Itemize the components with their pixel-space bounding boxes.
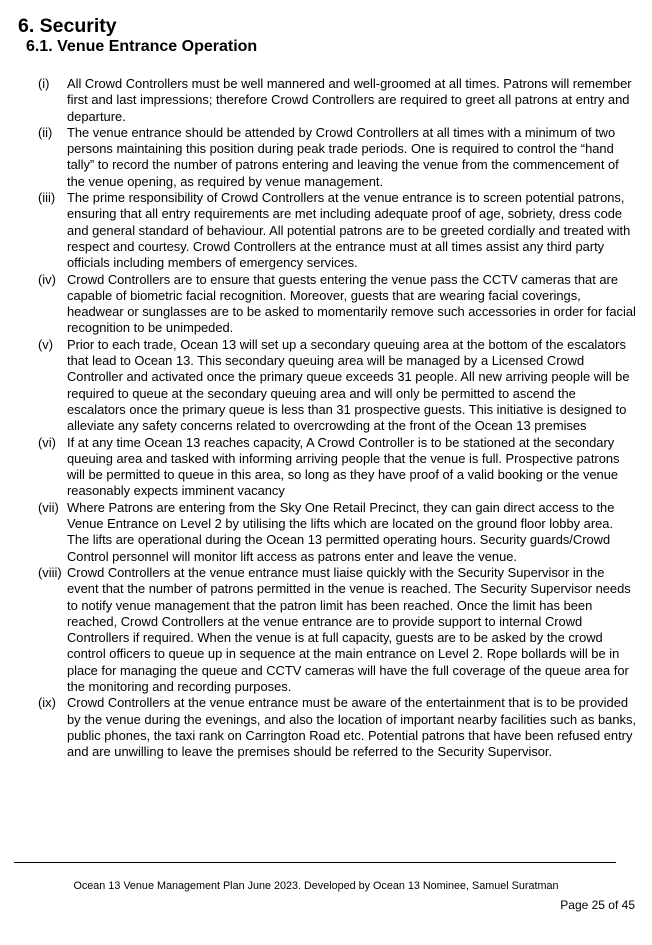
subsection-title: 6.1. Venue Entrance Operation: [26, 38, 258, 55]
footer-text: Ocean 13 Venue Management Plan June 2023. Developed by Ocean 13 Nominee, Samuel Suratman: [73, 880, 559, 892]
list-item-iv: [38, 272, 638, 337]
list-item-number: (ii): [38, 124, 53, 140]
list-item-text: The venue entrance should be attended by Crowd Controllers at all times with a minimum of two persons maintaining this position during peak trade periods. One is required to control the “hand tally” to record the number of patrons entering and leaving the venue from the commencement of the venue opening, as required by venue management.: [67, 124, 619, 189]
list-item-number: (ix): [38, 695, 56, 711]
list-item-number: (iii): [38, 190, 56, 206]
section-title: 6. Security: [18, 15, 117, 37]
footer-divider: [14, 862, 616, 863]
list-item-number: (vi): [38, 434, 56, 450]
list-item-text: Crowd Controllers are to ensure that guests entering the venue pass the CCTV cameras that are capable of biometric facial recognition. Moreover, guests that are wearing facial coverings, headwear or sunglasses are to be asked to momentarily remove such accessories in order for facial recognition to be unimpeded.: [67, 271, 636, 336]
list-item-iii: [38, 190, 638, 271]
list-item-number: (vii): [38, 499, 59, 515]
page-number: Page 25 of 45: [560, 898, 635, 912]
list-item-number: (iv): [38, 271, 56, 287]
list-item-viii: [38, 565, 638, 695]
list-item-text: If at any time Ocean 13 reaches capacity, A Crowd Controller is to be stationed at the secondary queuing area and tasked with informing arriving people that the venue is full. Prospective patrons will be permitted to queue in this area, so long as they have proof of a valid booking or the venue reasonably expects imminent vacancy: [67, 434, 620, 499]
requirements-list: [38, 76, 638, 760]
list-item-text: Where Patrons are entering from the Sky One Retail Precinct, they can gain direct access to the Venue Entrance on Level 2 by utilising the lifts which are located on the ground floor lobby area. The lifts are operational during the Ocean 13 permitted operating hours. Security guards/Crowd Control personnel will monitor lift access as patrons enter and leave the venue.: [67, 499, 615, 564]
list-item-text: Crowd Controllers at the venue entrance must liaise quickly with the Security Supervisor in the event that the number of patrons permitted in the venue is reached. The Security Supervisor needs to notify venue management that the patron limit has been reached. Once the limit has been reached, Crowd Controllers at the venue entrance are to provide support to internal Crowd Controllers if required. When the venue is at full capacity, guests are to be asked by the crowd control officers to queue up in sequence at the main entrance on Level 2. Rope bollards will be in place for managing the queue and CCTV cameras will have the full coverage of the queue area for the monitoring and recording purposes.: [67, 564, 631, 694]
list-item-text: Crowd Controllers at the venue entrance must be aware of the entertainment that is to be provided by the venue during the evenings, and also the location of important nearby facilities such as banks, public phones, the taxi rank on Carrington Road etc. Potential patrons that have been refused entry and are unwilling to leave the premises should be referred to the Security Supervisor.: [67, 695, 636, 760]
list-item-text: The prime responsibility of Crowd Controllers at the venue entrance is to screen potential patrons, ensuring that all entry requirements are met including adequate proof of age, sobriety, dress code and general standard of behaviour. All potential patrons are to be greeted cordially and treated with respect and courtesy. Crowd Controllers at the entrance must at all times assist any third party officials including members of emergency services.: [67, 190, 631, 271]
list-item-i: [38, 76, 638, 125]
list-item-vi: [38, 435, 638, 500]
list-item-number: (viii): [38, 564, 62, 580]
list-item-ii: [38, 125, 638, 190]
list-item-text: Prior to each trade, Ocean 13 will set up a secondary queuing area at the bottom of the escalators that lead to Ocean 13. This secondary queuing area will be managed by a Licensed Crowd Controller and activated once the primary queue exceeds 31 people. All new arriving people will be required to queue at the secondary queuing area and will only be permitted to ascend the escalators once the primary queue is less than 31 prospective guests. This initiative is designed to alleviate any safety concerns related to overcrowding at the front of the Ocean 13 premises: [67, 336, 630, 434]
list-item-vii: [38, 500, 638, 565]
list-item-v: [38, 337, 638, 435]
list-item-number: (v): [38, 336, 54, 352]
list-item-ix: [38, 695, 638, 760]
list-item-number: (i): [38, 76, 50, 91]
list-item-text: All Crowd Controllers must be well mannered and well-groomed at all times. Patrons will remember first and last impressions; therefore Crowd Controllers are required to greet all patrons at entry and departure.: [67, 76, 632, 124]
